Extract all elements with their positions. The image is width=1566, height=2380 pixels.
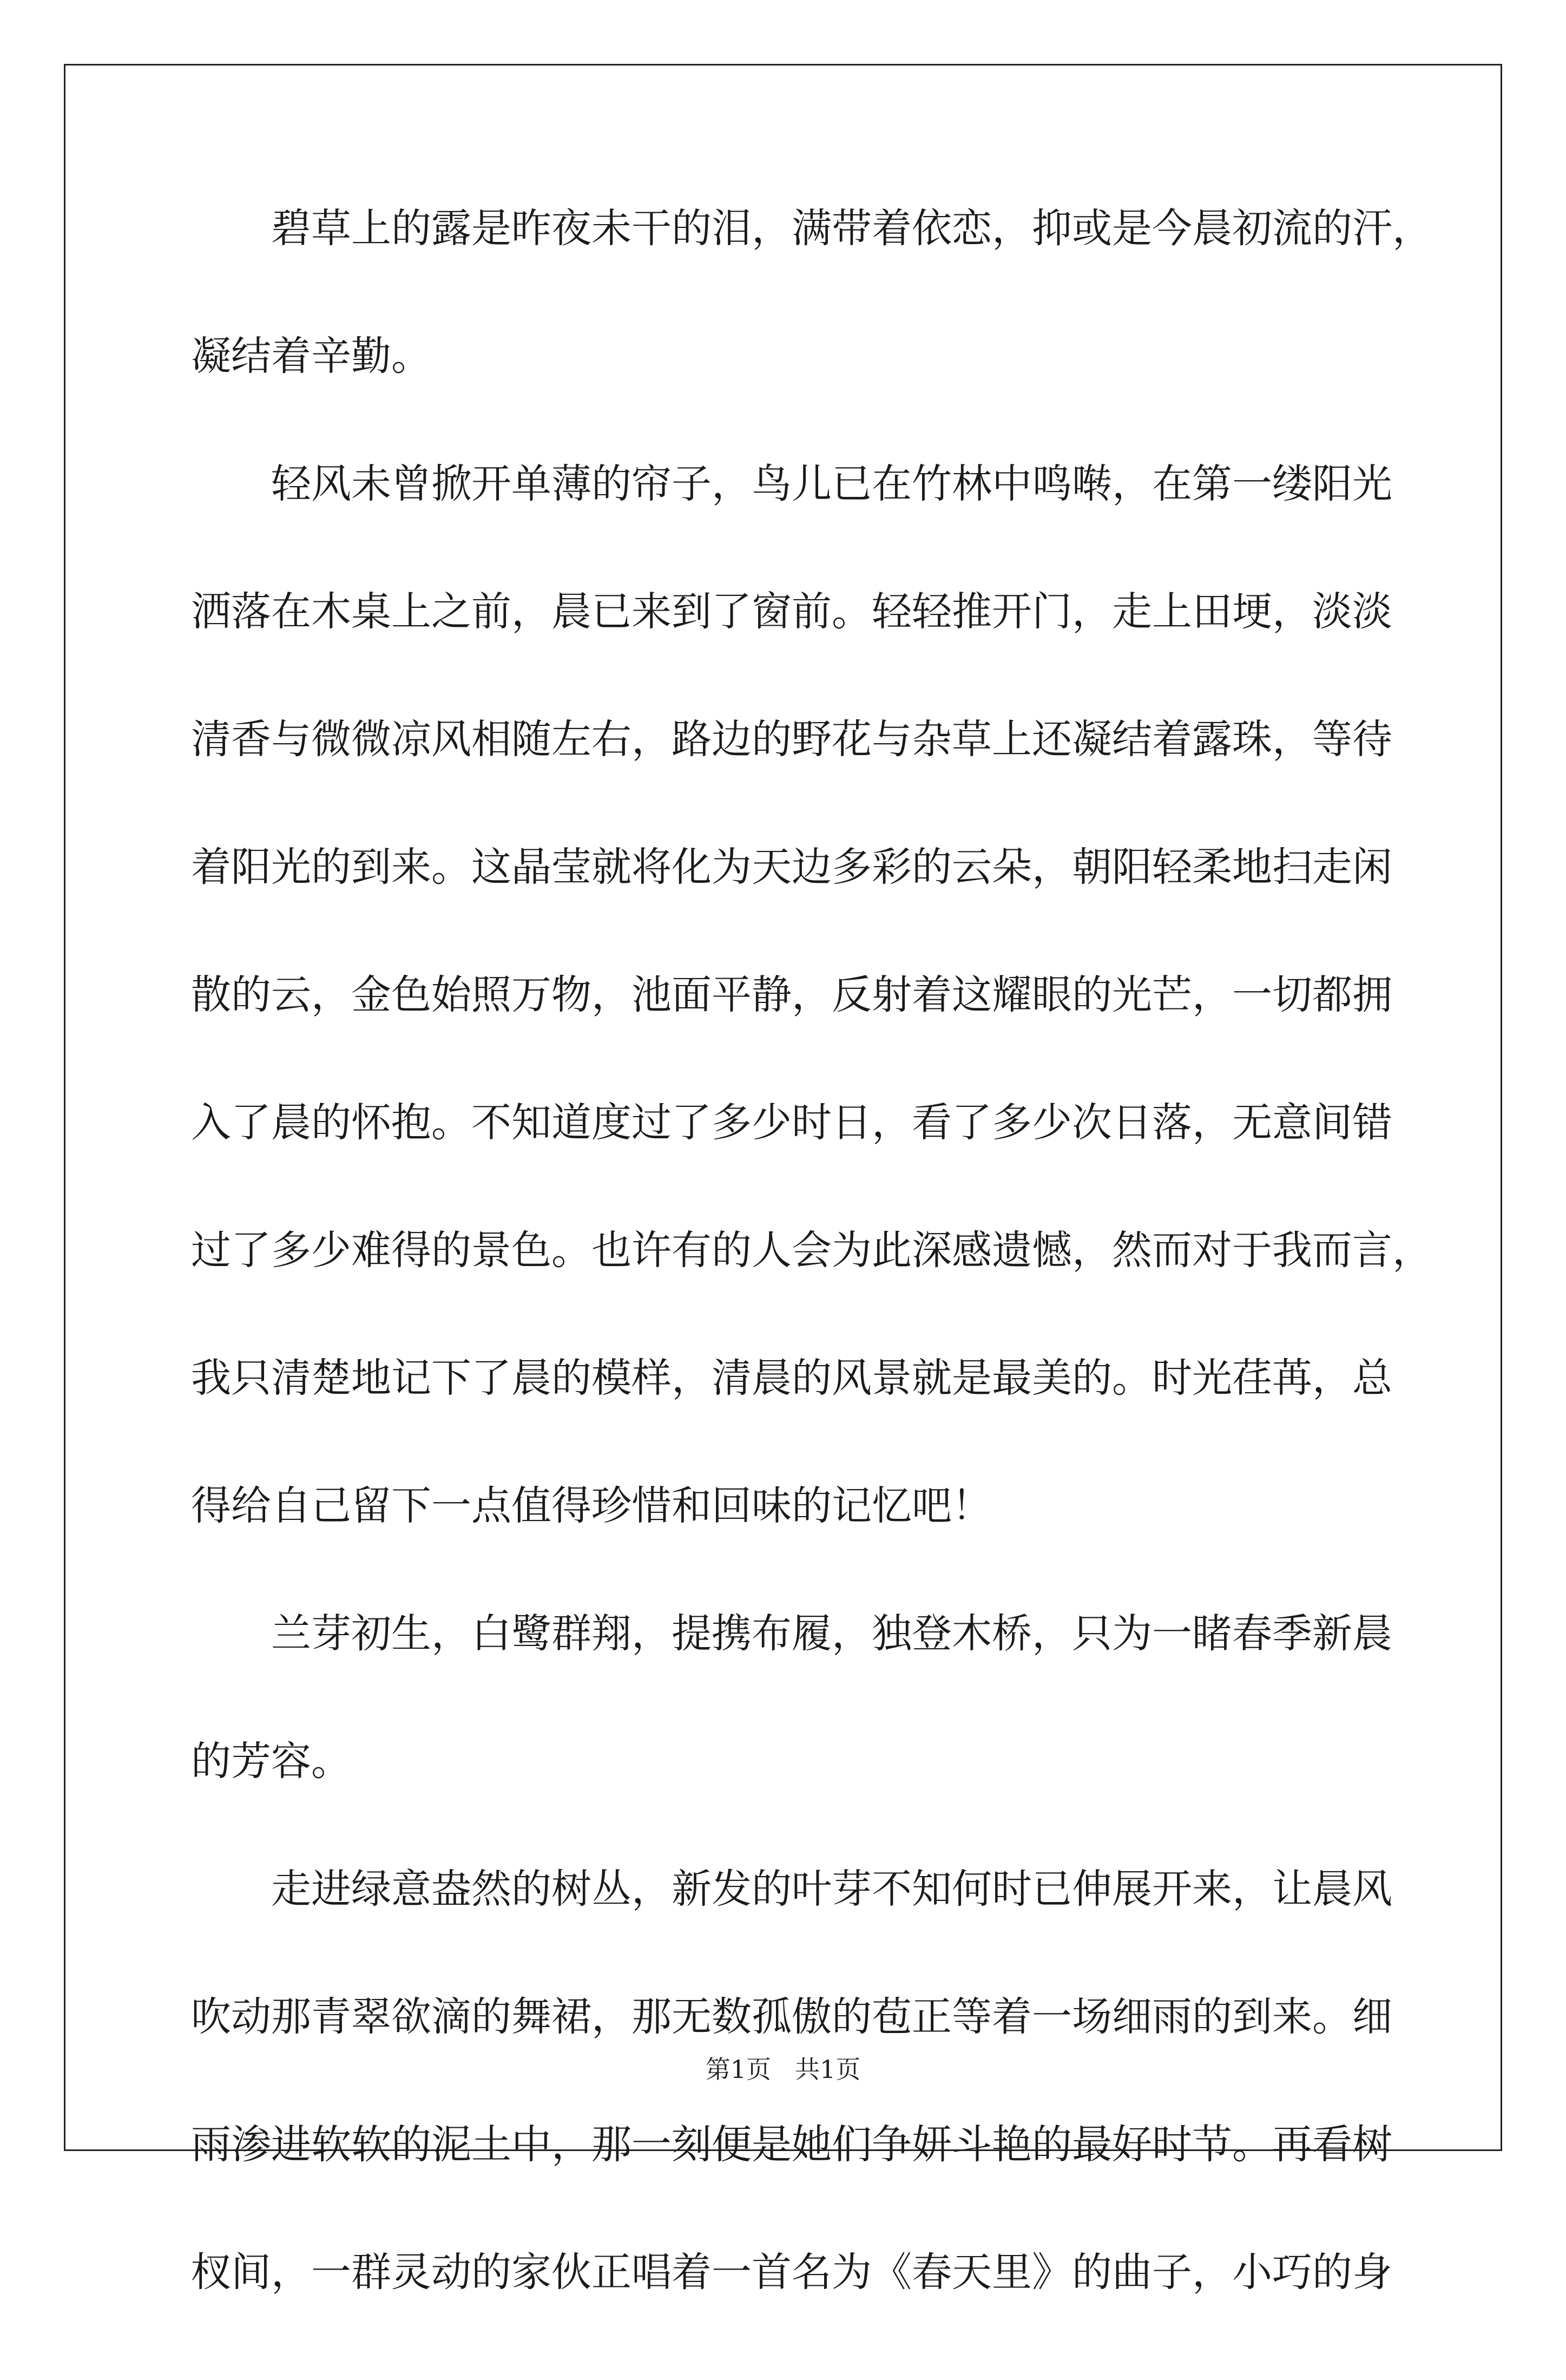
paragraph-line: 兰芽初生，白鹭群翔，提携布履，独登木桥，只为一睹春季新晨 — [271, 1610, 1392, 1657]
page-number-total: 共1页 — [794, 2055, 861, 2084]
paragraph-line: 洒落在木桌上之前，晨已来到了窗前。轻轻推开门，走上田埂，淡淡 — [191, 588, 1392, 635]
paragraph-line: 凝结着辛勤。 — [191, 333, 431, 379]
paragraph-line: 过了多少难得的景色。也许有的人会为此深感遗憾，然而对于我而言， — [191, 1227, 1432, 1274]
paragraph-line: 轻风未曾掀开单薄的帘子，鸟儿已在竹林中鸣啭，在第一缕阳光 — [271, 461, 1392, 507]
paragraph-line: 吹动那青翠欲滴的舞裙，那无数孤傲的苞正等着一场细雨的到来。细 — [191, 1994, 1392, 2040]
paragraph-line: 着阳光的到来。这晶莹就将化为天边多彩的云朵，朝阳轻柔地扫走闲 — [191, 844, 1392, 890]
paragraph-line: 入了晨的怀抱。不知道度过了多少时日，看了多少次日落，无意间错 — [191, 1099, 1392, 1146]
paragraph-line: 我只清楚地记下了晨的模样，清晨的风景就是最美的。时光荏苒，总 — [191, 1355, 1392, 1401]
paragraph-line: 散的云，金色始照万物，池面平静，反射着这耀眼的光芒，一切都拥 — [191, 972, 1392, 1018]
paragraph-line: 走进绿意盎然的树丛，新发的叶芽不知何时已伸展开来，让晨风 — [271, 1866, 1392, 1912]
page-footer — [0, 2057, 1566, 2082]
paragraph-line: 碧草上的露是昨夜未干的泪，满带着依恋，抑或是今晨初流的汗， — [271, 205, 1432, 252]
paragraph-line: 雨渗进软软的泥土中，那一刻便是她们争妍斗艳的最好时节。再看树 — [191, 2121, 1392, 2168]
paragraph-line: 清香与微微凉风相随左右，路边的野花与杂草上还凝结着露珠，等待 — [191, 716, 1392, 763]
paragraph-line: 杈间，一群灵动的家伙正唱着一首名为《春天里》的曲子，小巧的身 — [191, 2249, 1392, 2296]
paragraph-line: 得给自己留下一点值得珍惜和回味的记忆吧！ — [191, 1483, 992, 1529]
paragraph-line: 的芳容。 — [191, 1738, 351, 1785]
page-number-current: 第1页 — [705, 2055, 772, 2084]
